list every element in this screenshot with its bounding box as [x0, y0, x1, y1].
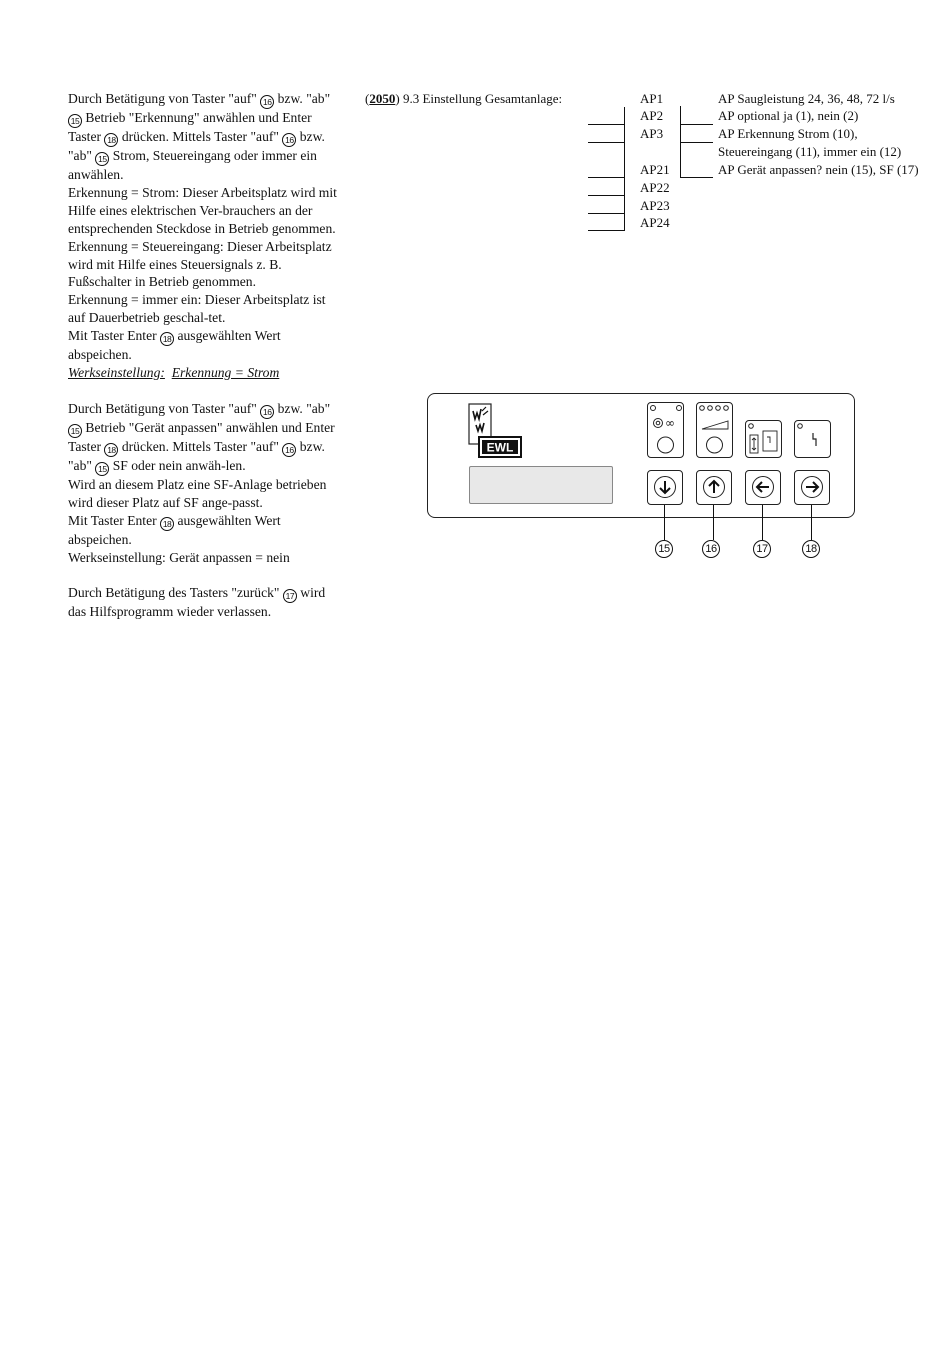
tree-line — [588, 213, 625, 214]
ap-item: AP2 — [640, 108, 664, 123]
paragraph-strom: Erkennung = Strom: Dieser Arbeitsplatz wird mit Hilfe eines elektrischen Ver-brauchers an der entsprechenden Steckdose in Betrieb genommen. — [68, 184, 337, 236]
paragraph-sf-anlage: Wird an diesem Platz eine SF-Anlage betrieben wird dieser Platz auf SF ange-passt. — [68, 476, 327, 510]
paragraph-save-2: Mit Taster Enter 18 ausgewählten Wert abspeichen. — [68, 512, 281, 547]
ref-15: 15 — [95, 152, 109, 166]
ref-16: 16 — [260, 405, 274, 419]
ap-item: AP22 — [640, 180, 670, 195]
paragraph-geraet-select: Durch Betätigung von Taster "auf" 16 bzw. "ab" 15 Betrieb "Gerät anpassen" anwählen und Enter Taster 18 drücken. Mittels Taster "auf" 16 bzw. "ab" 15 SF oder nein anwäh-len. — [68, 400, 335, 474]
tree-line — [588, 177, 625, 178]
instruction-text — [68, 90, 343, 621]
ap-item: AP3 — [640, 126, 664, 141]
ap-description: AP Gerät anpassen? nein (15), SF (17) — [718, 162, 919, 177]
tree-line — [588, 195, 625, 196]
ref-15: 15 — [95, 462, 109, 476]
ref-15: 15 — [68, 424, 82, 438]
arrow-right-icon — [795, 471, 829, 504]
desc-line — [680, 124, 713, 125]
ap-description: AP Saugleistung 24, 36, 48, 72 l/s — [718, 91, 895, 106]
lcd-display — [469, 466, 613, 504]
up-button[interactable] — [696, 470, 732, 505]
ref-17: 17 — [283, 589, 297, 603]
svg-text:∞: ∞ — [665, 416, 675, 430]
factory-setting-geraet: Werkseinstellung: Gerät anpassen = nein — [68, 549, 290, 565]
leader-line — [713, 505, 714, 540]
ref-18: 18 — [160, 332, 174, 346]
power-level-indicator — [696, 402, 733, 458]
filter-cycle-icon — [745, 420, 782, 458]
section-header: (2050) 9.3 Einstellung Gesamtanlage: — [365, 91, 563, 106]
ap-description: AP Erkennung Strom (10), — [718, 126, 858, 141]
logo-text: EWL — [486, 440, 514, 455]
paragraph-steuereingang: Erkennung = Steuereingang: Dieser Arbeitsplatz wird mit Hilfe eines Steuersignals z. B. Fußschalter in Betrieb genommen. — [68, 238, 332, 290]
ap-description: Steuereingang (11), immer ein (12) — [718, 144, 902, 159]
ap-description: AP optional ja (1), nein (2) — [718, 108, 859, 123]
factory-setting-erkennung: Werkseinstellung: Erkennung = Strom — [68, 365, 280, 381]
down-button[interactable] — [647, 470, 683, 505]
fault-indicator — [794, 420, 831, 458]
leader-line — [811, 505, 812, 540]
paragraph-save-1: Mit Taster Enter 18 ausgewählten Wert abspeichen. — [68, 328, 281, 363]
enter-button[interactable] — [794, 470, 830, 505]
ref-16: 16 — [282, 443, 296, 457]
section-title: 9.3 Einstellung Gesamtanlage: — [402, 91, 563, 106]
leader-line — [762, 505, 763, 540]
section-code: 2050 — [369, 91, 396, 106]
button-number-18: 18 — [802, 540, 820, 558]
arrow-down-icon — [648, 471, 682, 504]
ref-18: 18 — [160, 517, 174, 531]
leader-line — [664, 505, 665, 540]
tree-line — [588, 124, 625, 125]
ewl-logo — [468, 403, 526, 461]
ref-16: 16 — [260, 95, 274, 109]
ap-item: AP21 — [640, 162, 670, 177]
back-button[interactable] — [745, 470, 781, 505]
desc-line — [680, 142, 713, 143]
ref-18: 18 — [104, 133, 118, 147]
tree-line — [624, 107, 625, 230]
button-number-16: 16 — [702, 540, 720, 558]
ref-18: 18 — [104, 443, 118, 457]
tree-line — [588, 142, 625, 143]
ref-15: 15 — [68, 114, 82, 128]
ap-item: AP24 — [640, 215, 670, 230]
ref-16: 16 — [282, 133, 296, 147]
desc-line — [680, 177, 713, 178]
button-number-15: 15 — [655, 540, 673, 558]
ap-item: AP23 — [640, 198, 670, 213]
suction-indicator — [647, 402, 684, 458]
ap-item: AP1 — [640, 91, 664, 106]
paragraph-immer-ein: Erkennung = immer ein: Dieser Arbeitsplatz ist auf Dauerbetrieb geschal-tet. — [68, 292, 326, 326]
arrow-up-icon — [697, 471, 731, 504]
tree-line — [588, 230, 625, 231]
paragraph-erkennung-select: Durch Betätigung von Taster "auf" 16 bzw. "ab" 15 Betrieb "Erkennung" anwählen und Enter Taster 18 drücken. Mittels Taster "auf" 16 bzw. "ab" 15 Strom, Steuereingang oder immer ein anwählen. — [68, 91, 331, 182]
paragraph-exit: Durch Betätigung des Tasters "zurück" 17 wird das Hilfsprogramm wieder verlassen. — [68, 585, 326, 620]
button-number-17: 17 — [753, 540, 771, 558]
arrow-left-icon — [746, 471, 780, 504]
